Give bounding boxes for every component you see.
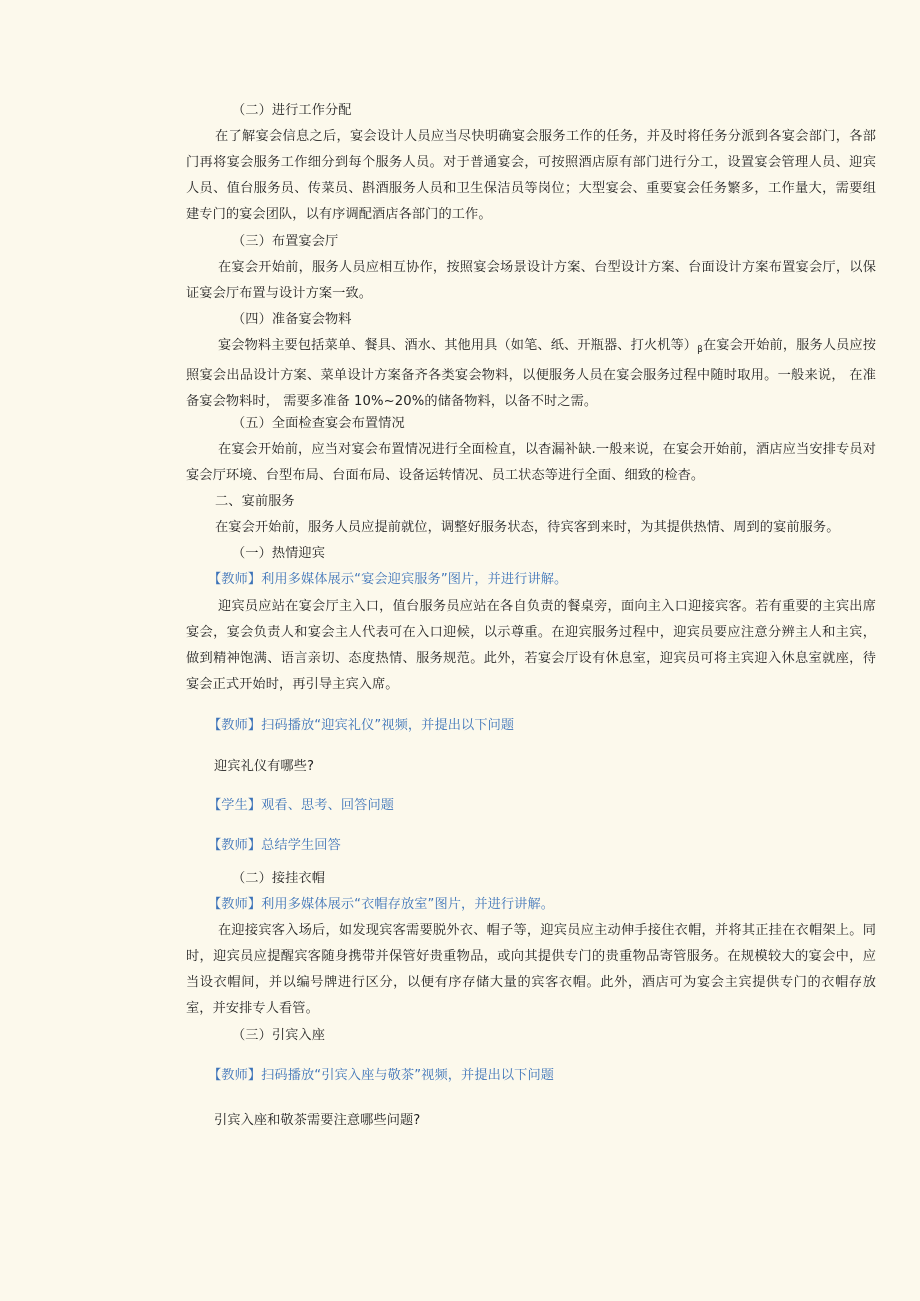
teacher-note: 【教师】扫码播放“迎宾礼仪”视频，并提出以下问题 [208,718,515,733]
teacher-note: 【教师】利用多媒体展示“宴会迎宾服务”图片，并进行讲解。 [208,572,568,587]
subscript-mark: β [697,345,703,355]
paragraph: 在了解宴会信息之后，宴会设计人员应当尽快明确宴会服务工作的任务，并及时将任务分派到各宴会部门，各部门再将宴会服务工作细分到每个服务人员。对于普通宴会，可按照酒店原有部门进行分工，设置宴会管理人员、迎宾人员、值台服务员、传菜员、斟酒服务人员和卫生保洁员等岗位；大型宴会、重要宴会任务繁多，工作量大，需要组建专门的宴会团队，以有序调配酒店各部门的工作。 [186,129,876,222]
paragraph-text: 在宴会开始前，服务人员应按照宴会出品设计方案、菜单设计方案备齐各类宴会物料，以便服务人员在宴会服务过程中随时取用。一般来说， 在准备宴会物料时， 需要多准备 10%~20%的储备物料，以备不时之需。 [186,338,876,409]
section-heading: （二）进行工作分配 [232,103,352,118]
teacher-note: 【教师】总结学生回答 [208,838,341,853]
teacher-note: 【教师】利用多媒体展示“衣帽存放室”图片，并进行讲解。 [208,897,555,912]
paragraph [186,333,876,415]
question: 迎宾礼仪有哪些? [214,759,315,774]
section-heading: （三）布置宴会厅 [232,234,339,249]
paragraph: 迎宾员应站在宴会厅主入口，值台服务员应站在各自负责的餐桌旁，面向主入口迎接宾客。若有重要的主宾出席宴会，宴会负责人和宴会主人代表可在入口迎候，以示尊重。在迎宾服务过程中，迎宾员要应注意分辨主人和主宾，做到精神饱满、语言亲切、态度热情、服务规范。此外，若宴会厅设有休息室，迎宾员可将主宾迎入休息室就座，待宴会正式开始时，再引导主宾入席。 [186,599,876,692]
question: 引宾入座和敬茶需要注意哪些问题? [214,1113,421,1128]
student-note: 【学生】观看、思考、回答问题 [208,798,395,813]
section-heading: （四）准备宴会物料 [232,312,352,327]
paragraph: 在宴会开始前，服务人员应相互协作，按照宴会场景设计方案、台型设计方案、台面设计方案布置宴会厅，以保证宴会厅布置与设计方案一致。 [186,260,876,301]
section-heading: （二）接挂衣帽 [232,871,326,886]
section-heading: （一）热情迎宾 [232,546,326,561]
part-heading: 二、宴前服务 [215,494,295,509]
teacher-note: 【教师】扫码播放“引宾入座与敬茶”视频，并提出以下问题 [208,1068,555,1083]
paragraph: 在迎接宾客入场后，如发现宾客需要脱外衣、帽子等，迎宾员应主动伸手接住衣帽，并将其正挂在衣帽架上。同时，迎宾员应提醒宾客随身携带并保管好贵重物品，或向其提供专门的贵重物品寄管服务。在规模较大的宴会中，应当设衣帽间，并以编号牌进行区分，以便有序存储大量的宾客衣帽。此外，酒店可为宴会主宾提供专门的衣帽存放室，并安排专人看管。 [186,923,876,1016]
paragraph: 在宴会开始前，应当对宴会布置情况进行全面检直，以杳漏补缺.一般来说，在宴会开始前，酒店应当安排专员对宴会厅环境、台型布局、台面布局、设备运转情况、员工状态等进行全面、细致的检杳。 [186,442,876,483]
paragraph-text: 宴会物料主要包括菜单、餐具、酒水、其他用具（如笔、纸、开瓶器、打火机等） [218,338,698,353]
section-heading: （五）全面检查宴会布置情况 [232,416,405,431]
section-heading: （三）引宾入座 [232,1028,326,1043]
paragraph: 在宴会开始前，服务人员应提前就位，调整好服务状态，待宾客到来时，为其提供热情、周到的宴前服务。 [215,520,840,535]
